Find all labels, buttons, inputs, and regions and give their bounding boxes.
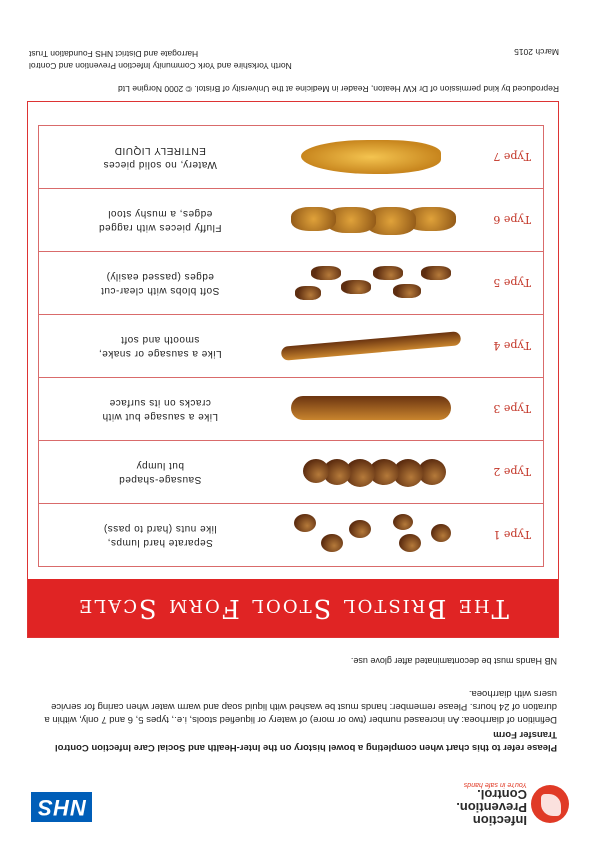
desc-line-1: Fluffy pieces with ragged — [98, 222, 222, 233]
stool-illustration-type-3 — [281, 384, 461, 434]
intro-lead: Please refer to this chart when completing a bowel history on the Inter-Health and Social Care Infection Control Transfer Form — [54, 729, 557, 753]
type-description — [39, 206, 281, 234]
type-label: Type 1 — [493, 528, 531, 542]
stool-illustration-type-2 — [281, 447, 461, 497]
type-row-7 — [38, 125, 544, 188]
type-row-6 — [38, 188, 544, 251]
type-description — [39, 143, 281, 171]
header — [29, 772, 569, 832]
desc-line-2: but lumpy — [136, 460, 184, 471]
footer-org-line1: North Yorkshire and York Community Infection Prevention and Control — [29, 61, 292, 71]
desc-line-1: Separate hard lumps, — [107, 537, 213, 548]
type-row-3 — [38, 377, 544, 440]
stool-illustration-type-7 — [281, 132, 461, 182]
desc-line-1: Sausage-shaped — [118, 474, 202, 485]
stool-illustration-type-5 — [281, 258, 461, 308]
type-description — [39, 269, 281, 297]
diarrhoea-definition: Definition of diarrhoea: An increased number (two or more) of watery or liquefied stools, i.e., types 5, 6 and 7 only, within a duration of 24 hours. Please remember: hands must be washed with liquid soap and warm water when caring for service users with diarrhoea. — [44, 688, 557, 725]
desc-line-1: Soft blobs with clear-cut — [100, 285, 220, 296]
desc-line-2: like nuts (hard to pass) — [103, 523, 217, 534]
desc-line-1: Like a sausage but with — [102, 411, 219, 422]
type-label: Type 6 — [493, 213, 531, 227]
nb-note: NB Hands must be decontaminated after glove use. — [350, 656, 557, 666]
logo-text-line1: Infection — [472, 813, 527, 828]
footer-org-line2: Harrogate and District NHS Foundation Trust — [29, 49, 199, 59]
desc-line-1: Like a sausage or snake, — [98, 348, 222, 359]
footer-date: March 2015 — [514, 47, 559, 57]
desc-line-2: edges (passed easily) — [106, 271, 214, 282]
desc-line-1: Watery, no solid pieces — [103, 159, 217, 170]
logo-text-line2: Prevention. — [456, 800, 527, 815]
infection-prevention-control-logo — [456, 781, 569, 827]
type-label: Type 7 — [493, 150, 531, 164]
logo-tagline: You're in safe hands — [463, 781, 527, 788]
type-description — [39, 521, 281, 549]
type-label: Type 5 — [493, 276, 531, 290]
desc-line-2: cracks on its surface — [109, 397, 211, 408]
type-row-2 — [38, 440, 544, 503]
chart-title: The Bristol Stool Form Scale — [28, 579, 558, 637]
type-description — [39, 332, 281, 360]
type-label: Type 2 — [493, 465, 531, 479]
type-row-5 — [38, 251, 544, 314]
desc-line-2: ENTIRELY LIQUID — [114, 145, 206, 156]
type-label: Type 3 — [493, 402, 531, 416]
stool-illustration-type-4 — [281, 321, 461, 371]
footer-org — [29, 48, 292, 72]
type-row-1 — [38, 503, 544, 567]
credit-line: Reproduced by kind permission of Dr KW Heaton, Reader in Medicine at the University of Bristol. © 2000 Norgine Ltd — [118, 84, 559, 94]
type-rows — [38, 125, 544, 567]
intro-text — [37, 685, 557, 754]
desc-line-2: edges, a mushy stool — [107, 208, 213, 219]
desc-line-2: smooth and soft — [120, 334, 200, 345]
stool-illustration-type-1 — [281, 510, 461, 560]
bristol-chart — [27, 101, 559, 638]
type-description — [39, 458, 281, 486]
hand-icon — [531, 785, 569, 823]
logo-text-line3: Control. — [477, 787, 527, 802]
type-row-4 — [38, 314, 544, 377]
type-label: Type 4 — [493, 339, 531, 353]
stool-illustration-type-6 — [281, 195, 461, 245]
nhs-logo: NHS — [31, 792, 92, 822]
type-description — [39, 395, 281, 423]
